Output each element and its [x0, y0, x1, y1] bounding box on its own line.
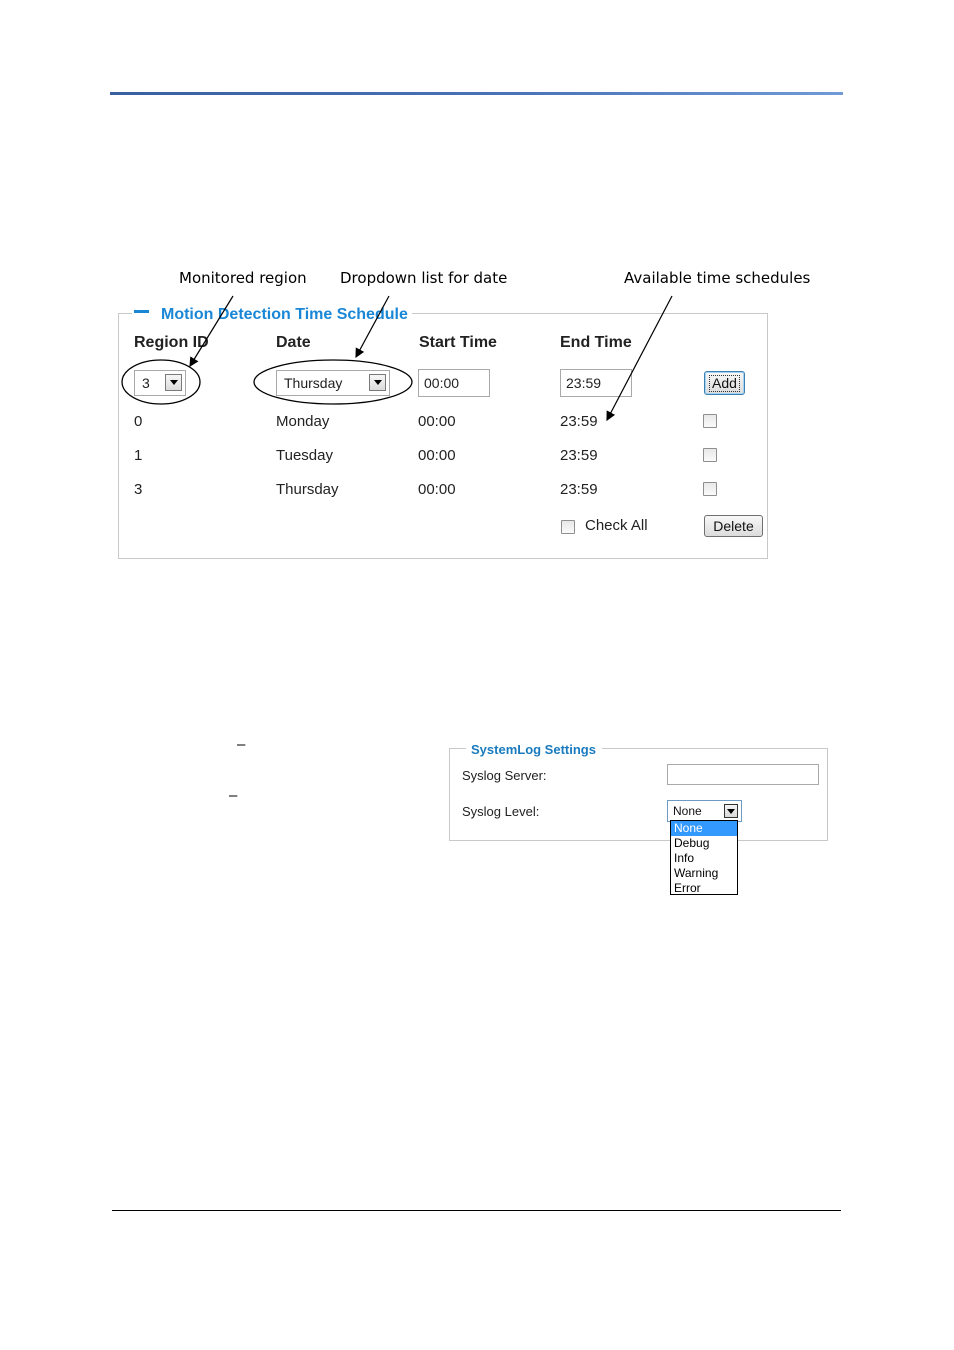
row-2-start-time: 00:00 — [418, 481, 456, 498]
end-time-input[interactable]: 23:59 — [560, 369, 632, 397]
syslog-panel — [449, 748, 828, 841]
arrow-available-schedules — [607, 296, 672, 420]
row-0-date: Monday — [276, 413, 330, 430]
date-value: Thursday — [284, 375, 343, 391]
region-id-value: 3 — [142, 375, 150, 391]
row-1-start-time: 00:00 — [418, 447, 456, 464]
add-button-label: Add — [709, 375, 740, 392]
delete-button[interactable]: Delete — [704, 515, 763, 537]
syslog-panel-title: SystemLog Settings — [466, 742, 602, 757]
row-2-date: Thursday — [276, 481, 339, 498]
syslog-level-dropdown-list — [670, 820, 738, 895]
check-all-label[interactable]: Check All — [585, 517, 648, 534]
panel-title: Motion Detection Time Schedule — [161, 306, 408, 323]
syslog-level-option-warning[interactable]: Warning — [674, 866, 719, 880]
header-date: Date — [276, 334, 311, 351]
annotation-dropdown-date: Dropdown list for date — [340, 269, 508, 287]
arrow-dropdown-date — [356, 296, 389, 357]
annotation-overlay — [0, 0, 954, 600]
syslog-level-option-none[interactable]: None — [671, 821, 737, 836]
region-id-highlight-ellipse — [122, 360, 200, 404]
row-1-region-id: 1 — [134, 447, 143, 464]
header-end-time: End Time — [560, 334, 632, 351]
header-region-id: Region ID — [134, 334, 209, 351]
syslog-server-input[interactable] — [667, 764, 819, 785]
row-2-region-id: 3 — [134, 481, 143, 498]
syslog-level-option-info[interactable]: Info — [674, 851, 695, 865]
row-0-start-time: 00:00 — [418, 413, 456, 430]
syslog-level-select[interactable] — [667, 800, 742, 822]
date-highlight-ellipse — [254, 360, 412, 404]
footer-rule — [112, 1210, 841, 1211]
header-start-time: Start Time — [419, 334, 497, 351]
annotation-monitored-region: Monitored region — [179, 269, 307, 287]
row-0-region-id: 0 — [134, 413, 143, 430]
syslog-level-label: Syslog Level: — [462, 804, 540, 819]
syslog-level-value: None — [673, 804, 702, 818]
row-0-end-time: 23:59 — [560, 413, 598, 430]
row-1-end-time: 23:59 — [560, 447, 598, 464]
start-time-input[interactable]: 00:00 — [418, 369, 490, 397]
row-2-end-time: 23:59 — [560, 481, 598, 498]
row-1-date: Tuesday — [276, 447, 333, 464]
chevron-down-icon[interactable] — [724, 804, 738, 818]
dash-mark-2: – — [229, 787, 238, 804]
syslog-level-option-debug[interactable]: Debug — [674, 836, 710, 850]
annotation-available-schedules: Available time schedules — [624, 269, 811, 287]
syslog-server-label: Syslog Server: — [462, 768, 547, 783]
syslog-level-option-error[interactable]: Error — [674, 881, 701, 895]
arrow-monitored-region — [190, 296, 233, 366]
dash-mark-1: – — [237, 736, 246, 753]
